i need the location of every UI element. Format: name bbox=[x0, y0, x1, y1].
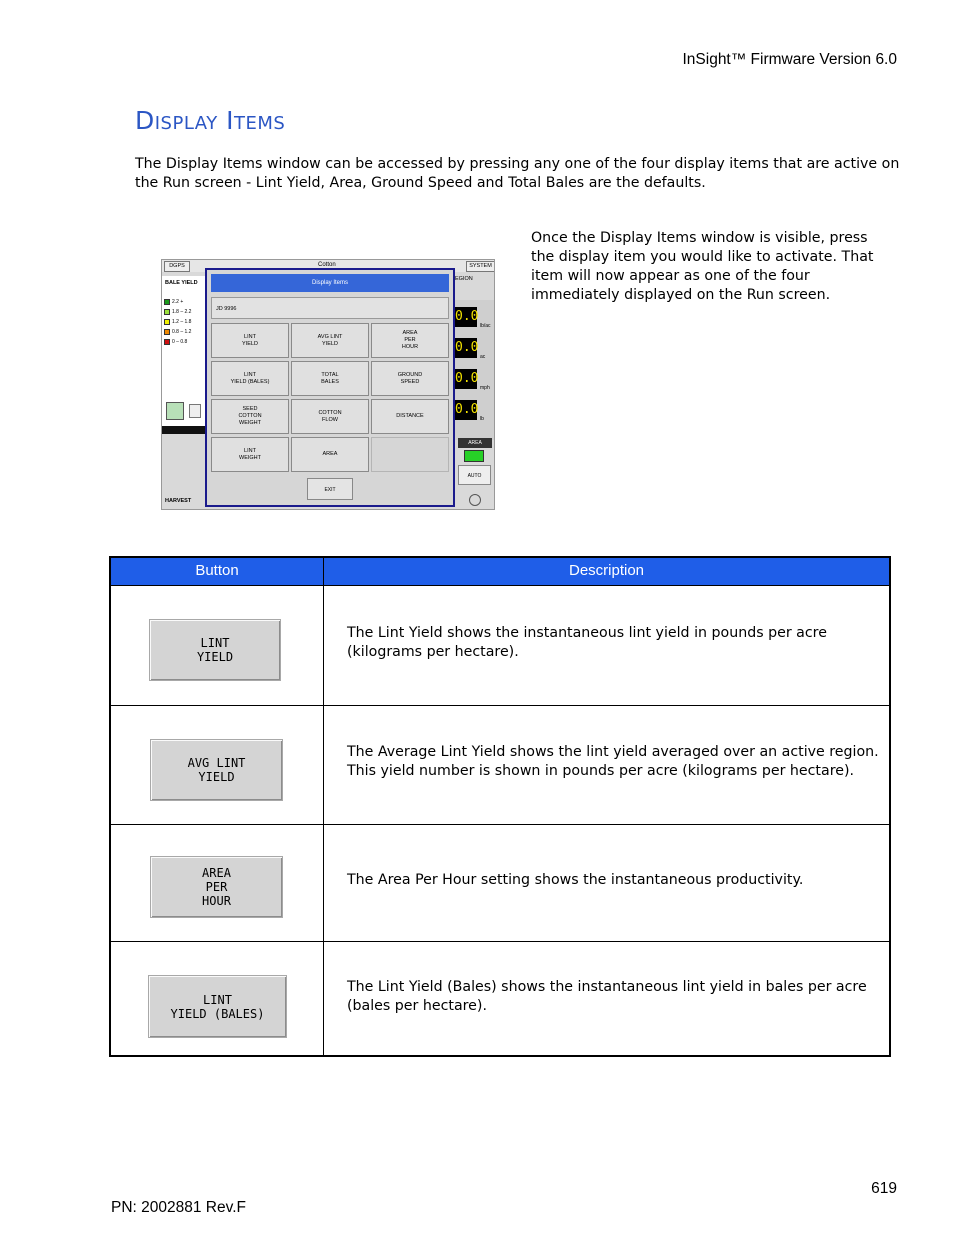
desc-term: Average Lint Yield bbox=[377, 744, 506, 760]
legend-title: BALE YIELD bbox=[165, 280, 198, 286]
readout-unit: ac bbox=[480, 354, 486, 360]
lint-yield-bales-description bbox=[347, 978, 887, 1016]
steering-wheel-icon bbox=[469, 494, 481, 506]
avg-lint-yield-button-image: AVG LINT YIELD bbox=[150, 739, 283, 801]
readout-digits: 0.0 bbox=[455, 400, 477, 420]
readout-digits: 0.0 bbox=[455, 307, 477, 327]
desc-after: shows the lint yield averaged over an active region. This yield number is shown in pounds per acre (kilograms per hectare). bbox=[347, 744, 879, 779]
lint-yield-button-image: LINT YIELD bbox=[149, 619, 281, 681]
harvest-tab: HARVEST bbox=[165, 498, 192, 504]
display-items-screenshot bbox=[161, 259, 495, 510]
page-number: 619 bbox=[871, 1180, 897, 1197]
header-button: Button bbox=[111, 558, 323, 585]
legend-swatch bbox=[164, 339, 170, 345]
display-items-table bbox=[109, 556, 891, 1057]
row-divider bbox=[111, 941, 889, 942]
legend-label: 0 – 0.8 bbox=[172, 338, 188, 345]
display-items-dialog bbox=[205, 268, 455, 507]
lint-yield-bales-button-image: LINT YIELD (BALES) bbox=[148, 975, 287, 1038]
dgps-tab: DGPS bbox=[164, 261, 190, 272]
readout-digits: 0.0 bbox=[455, 338, 477, 358]
system-tab: SYSTEM bbox=[466, 261, 495, 272]
area-indicator bbox=[464, 450, 484, 462]
running-header: InSight™ Firmware Version 6.0 bbox=[682, 51, 897, 68]
dialog-display-item-button: LINT WEIGHT bbox=[211, 437, 289, 472]
dialog-display-item-button: LINT YIELD bbox=[211, 323, 289, 358]
desc-before: The bbox=[347, 744, 378, 760]
legend-swatch bbox=[164, 329, 170, 335]
readout-unit: lb bbox=[480, 416, 484, 422]
dialog-display-item-button: AVG LINT YIELD bbox=[291, 323, 369, 358]
side-text-after: screen. bbox=[773, 287, 831, 303]
zoom-icon bbox=[189, 404, 201, 418]
legend-row bbox=[164, 318, 191, 325]
dialog-display-item-button: GROUND SPEED bbox=[371, 361, 449, 396]
legend-swatch bbox=[164, 299, 170, 305]
desc-after: shows the instantaneous lint yield in pounds per acre (kilograms per hectare). bbox=[347, 625, 827, 660]
row-divider bbox=[111, 824, 889, 825]
header-description: Description bbox=[324, 558, 889, 585]
dialog-display-item-button: AREA bbox=[291, 437, 369, 472]
region-label: EGION bbox=[455, 276, 473, 282]
lint-yield-description bbox=[347, 624, 887, 662]
run-term: Run bbox=[746, 287, 774, 303]
dialog-title: Display Items bbox=[211, 274, 449, 292]
desc-before: The bbox=[347, 625, 378, 641]
row-divider bbox=[111, 585, 889, 586]
legend-label: 1.8 – 2.2 bbox=[172, 308, 192, 315]
readout-digits: 0.0 bbox=[455, 369, 477, 389]
legend-panel bbox=[162, 276, 206, 426]
dialog-display-item-button: AREA PER HOUR bbox=[371, 323, 449, 358]
legend-label: 2.2 + bbox=[172, 298, 184, 305]
desc-after: shows the instantaneous lint yield in bales per acre (bales per hectare). bbox=[347, 979, 867, 1014]
legend-row bbox=[164, 298, 183, 305]
area-per-hour-button-image: AREA PER HOUR bbox=[150, 856, 283, 918]
area-label: AREA bbox=[458, 438, 492, 448]
section-title: Display Items bbox=[135, 106, 286, 135]
row-divider bbox=[111, 705, 889, 706]
side-paragraph bbox=[531, 229, 891, 305]
readout-unit: lb/ac bbox=[480, 323, 491, 329]
column-divider bbox=[323, 558, 324, 1055]
legend-swatch bbox=[164, 319, 170, 325]
avg-lint-yield-description bbox=[347, 743, 887, 781]
desc-before: The bbox=[347, 979, 378, 995]
legend-row bbox=[164, 328, 191, 335]
status-strip-left bbox=[162, 426, 205, 434]
area-per-hour-description bbox=[347, 871, 887, 890]
machine-field: JD 9996 bbox=[211, 297, 449, 319]
crop-label: Cotton bbox=[318, 262, 336, 268]
map-tool-icon bbox=[166, 402, 184, 420]
dialog-display-item-button: TOTAL BALES bbox=[291, 361, 369, 396]
side-text-before: Once the Display Items window is visible, press the display item you would like to activate. That item will now appear as one of the four immediately displayed on the bbox=[531, 230, 874, 303]
desc-after: setting shows the instantaneous productivity. bbox=[476, 872, 804, 888]
dialog-display-item-button: COTTON FLOW bbox=[291, 399, 369, 434]
dialog-display-item-button bbox=[371, 437, 449, 472]
legend-row bbox=[164, 338, 187, 345]
intro-paragraph: The Display Items window can be accessed by pressing any one of the four display items that are active on the Run screen - Lint Yield, Area, Ground Speed and Total Bales are the defaults. bbox=[135, 156, 900, 191]
readout-unit: mph bbox=[480, 385, 490, 391]
exit-button: EXIT bbox=[307, 478, 353, 500]
auto-button: AUTO bbox=[458, 465, 491, 485]
legend-label: 1.2 – 1.8 bbox=[172, 318, 192, 325]
legend-label: 0.8 – 1.2 bbox=[172, 328, 192, 335]
desc-term: Area Per Hour bbox=[377, 872, 477, 888]
legend-swatch bbox=[164, 309, 170, 315]
dialog-display-item-button: LINT YIELD (BALES) bbox=[211, 361, 289, 396]
part-number: PN: 2002881 Rev.F bbox=[111, 1199, 246, 1216]
desc-term: Lint Yield bbox=[377, 625, 443, 641]
desc-before: The bbox=[347, 872, 378, 888]
dialog-display-item-button: SEED COTTON WEIGHT bbox=[211, 399, 289, 434]
desc-term: Lint Yield (Bales) bbox=[377, 979, 497, 995]
legend-row bbox=[164, 308, 191, 315]
dialog-display-item-button: DISTANCE bbox=[371, 399, 449, 434]
